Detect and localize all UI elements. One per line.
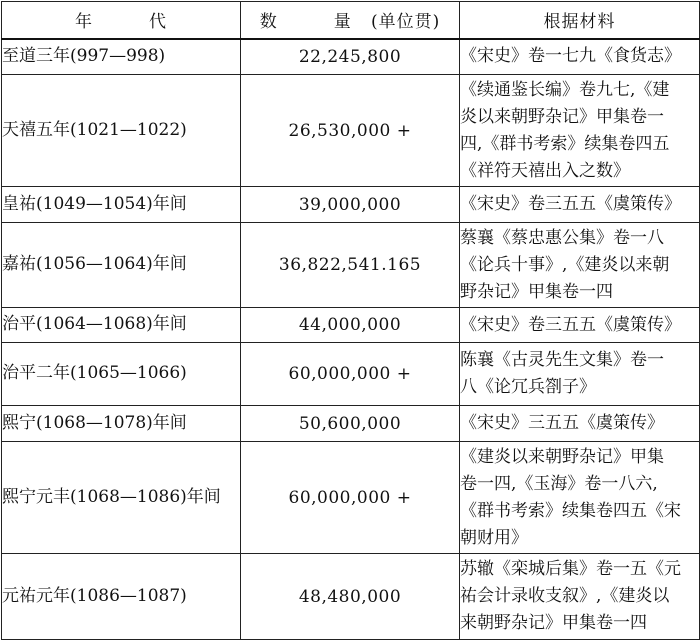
- source-cell: [460, 75, 700, 187]
- source-cell: [460, 308, 700, 343]
- header-era-char-1: 年: [75, 12, 93, 33]
- table-row: [2, 308, 700, 343]
- amount-cell: 39,000,000: [241, 187, 460, 223]
- table-row: [2, 343, 700, 406]
- header-source: 根据材料: [460, 2, 700, 39]
- table-row: [2, 39, 700, 75]
- source-cell: [460, 223, 700, 308]
- source-line: 《群书考索》续集卷四五《宋: [460, 500, 681, 521]
- era-cell: 天禧五年(1021—1022): [2, 75, 241, 187]
- source-cell: [460, 442, 700, 554]
- source-line: 四,《群书考索》续集卷四五: [460, 133, 670, 154]
- header-amount-unit: (单位贯): [370, 12, 441, 33]
- era-cell: 嘉祐(1056—1064)年间: [2, 223, 241, 308]
- revenue-table: [1, 1, 700, 640]
- table-row: [2, 554, 700, 640]
- amount-cell: 50,600,000: [241, 406, 460, 442]
- header-era-char-2: 代: [149, 12, 167, 33]
- header-amount-char-1: 数: [259, 12, 278, 33]
- amount-cell: 36,822,541.165: [241, 223, 460, 308]
- source-line: 《宋史》卷三五五《虞策传》: [460, 314, 681, 335]
- table-row: [2, 223, 700, 308]
- source-line: 野杂记》甲集卷一四: [460, 281, 613, 302]
- source-line: 卷一四,《玉海》卷一八六,: [460, 473, 658, 494]
- era-cell: 熙宁元丰(1068—1086)年间: [2, 442, 241, 554]
- source-cell: [460, 406, 700, 442]
- era-cell: 治平二年(1065—1066): [2, 343, 241, 406]
- header-amount: [241, 2, 460, 39]
- source-line: 《宋史》三五五《虞策传》: [460, 413, 664, 433]
- amount-cell: 60,000,000 +: [241, 442, 460, 554]
- header-amount-char-2: 量: [333, 12, 352, 33]
- amount-cell: 44,000,000: [241, 308, 460, 343]
- header-row: [2, 2, 700, 39]
- table-row: [2, 406, 700, 442]
- source-cell: [460, 187, 700, 223]
- amount-cell: 60,000,000 +: [241, 343, 460, 406]
- header-era: [2, 2, 241, 39]
- table-row: [2, 442, 700, 554]
- source-line: 祐会计录收支叙》,《建炎以: [460, 586, 670, 606]
- source-line: 苏辙《栾城后集》卷一五《元: [460, 559, 681, 579]
- source-line: 八《论冗兵劄子》: [460, 377, 596, 397]
- source-line: 炎以来朝野杂记》甲集卷一: [460, 106, 664, 127]
- amount-cell: 26,530,000 +: [241, 75, 460, 187]
- source-line: 陈襄《古灵先生文集》卷一: [460, 350, 664, 370]
- amount-cell: 22,245,800: [241, 39, 460, 75]
- era-cell: 皇祐(1049—1054)年间: [2, 187, 241, 223]
- source-line: 来朝野杂记》甲集卷一四: [460, 613, 647, 633]
- source-line: 蔡襄《蔡忠惠公集》卷一八: [460, 227, 664, 248]
- source-line: 《论兵十事》,《建炎以来朝: [460, 254, 670, 275]
- era-cell: 至道三年(997—998): [2, 39, 241, 75]
- source-line: 《续通鉴长编》卷九七,《建: [460, 79, 670, 100]
- source-line: 朝财用》: [460, 527, 528, 548]
- table-row: [2, 187, 700, 223]
- source-line: 《宋史》卷一七九《食货志》: [460, 46, 681, 67]
- source-line: 《宋史》卷三五五《虞策传》: [460, 194, 681, 214]
- era-cell: 熙宁(1068—1078)年间: [2, 406, 241, 442]
- source-line: 《祥符天禧出入之数》: [460, 160, 630, 181]
- era-cell: 元祐元年(1086—1087): [2, 554, 241, 640]
- source-line: 《建炎以来朝野杂记》甲集: [460, 446, 664, 467]
- source-cell: [460, 39, 700, 75]
- era-cell: 治平(1064—1068)年间: [2, 308, 241, 343]
- source-cell: [460, 554, 700, 640]
- table-row: [2, 75, 700, 187]
- amount-cell: 48,480,000: [241, 554, 460, 640]
- source-cell: [460, 343, 700, 406]
